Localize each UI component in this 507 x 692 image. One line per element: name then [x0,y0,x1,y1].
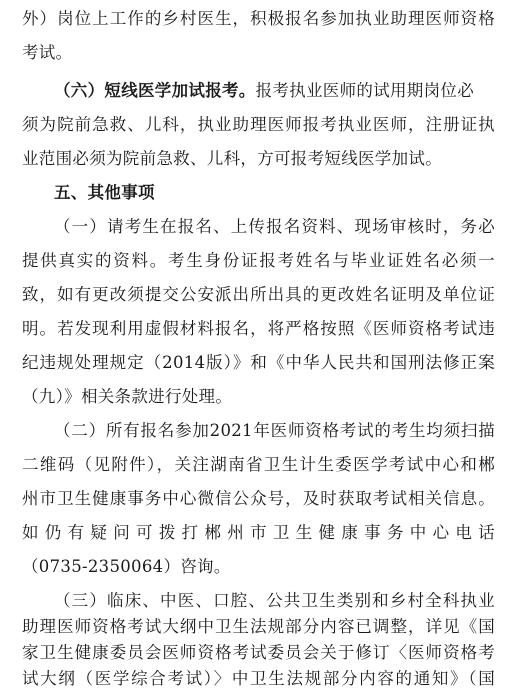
paragraph-line: 助理医师资格考试大纲中卫生法规部分内容已调整，详见《国 [22,617,495,636]
paragraph-line [54,78,495,104]
paragraph-line: 致，如有更改须提交公安派出所出具的更改姓名证明及单位证 [22,285,495,304]
paragraph-line: （一）请考生在报名、上传报名资料、现场审核时，务必 [54,217,495,236]
paragraph-line: 提供真实的资料。考生身份证报考姓名与毕业证姓名必须一 [22,251,495,270]
paragraph-line: 业范围必须为院前急救、儿科，方可报考短线医学加试。 [22,149,442,168]
section-heading: （六）短线医学加试报考。 [54,81,256,100]
paragraph-line: （三）临床、中医、口腔、公共卫生类别和乡村全科执业 [54,591,495,610]
paragraph-line: 试大纲（医学综合考试）〉中卫生法规部分内容的通知》（国 [22,669,495,688]
paragraph-line: 须为院前急救、儿科，执业助理医师报考执业医师，注册证执 [22,115,495,134]
paragraph-line: （0735-2350064）咨询。 [22,557,231,576]
paragraph-text: 报考执业医师的试用期岗位必 [255,81,475,100]
paragraph-line: 外）岗位上工作的乡村医生，积极报名参加执业助理医师资格 [22,9,495,28]
paragraph-line: 州市卫生健康事务中心微信公众号，及时获取考试相关信息。 [22,489,495,508]
paragraph-line: 纪违规处理规定（2014版）》和《中华人民共和国刑法修正案 [22,353,495,372]
paragraph-line: （二）所有报名参加2021年医师资格考试的考生均须扫描 [54,421,495,440]
paragraph-line: 家卫生健康委员会医师资格考试委员会关于修订〈医师资格考 [22,643,495,662]
paragraph-line: （九）》相关条款进行处理。 [22,387,233,406]
paragraph-line: 二维码（见附件），关注湖南省卫生计生委医学考试中心和郴 [22,455,495,474]
section-heading: 五、其他事项 [54,183,155,202]
paragraph-line: 考试。 [22,43,73,62]
paragraph-line: 明。若发现利用虚假材料报名，将严格按照《医师资格考试违 [22,319,495,338]
paragraph-line: 如仍有疑问可拨打郴州市卫生健康事务中心电话 [22,523,495,542]
